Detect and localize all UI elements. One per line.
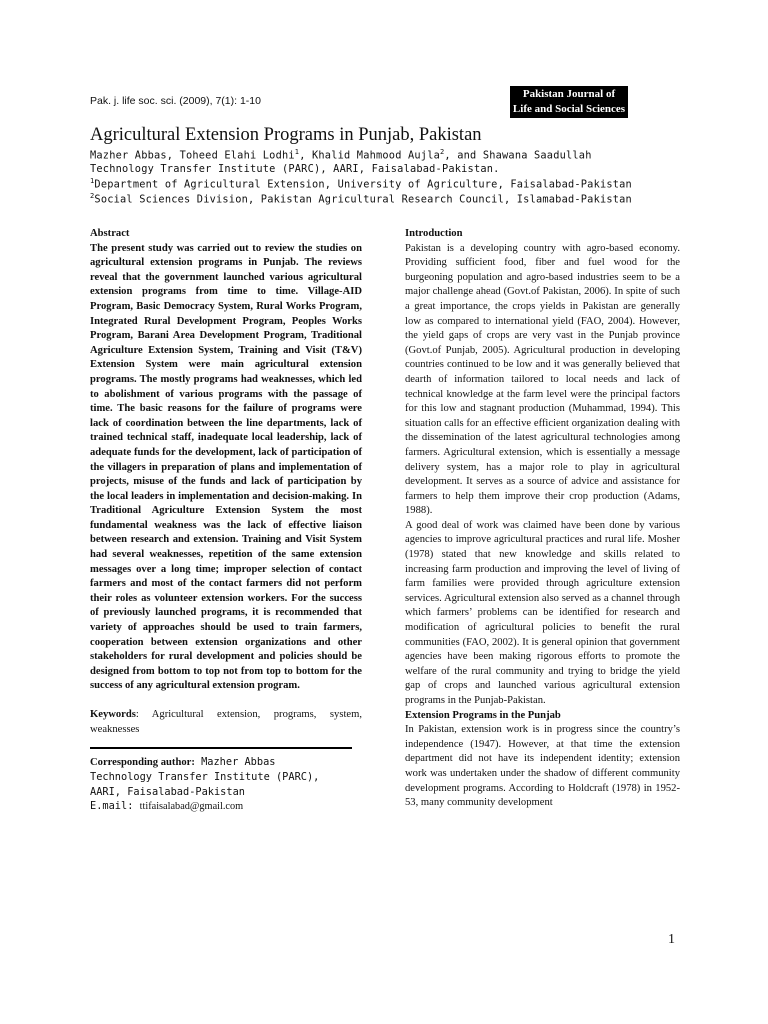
section-divider — [90, 747, 352, 749]
corresponding-author-label: Corresponding author: — [90, 757, 195, 769]
right-column — [405, 227, 680, 811]
affiliation-2 — [90, 192, 632, 205]
author-list — [90, 148, 592, 161]
abstract-heading: Abstract — [90, 228, 130, 239]
author-names-2: , Khalid Mahmood Aujla — [299, 149, 440, 162]
journal-citation: Pak. j. life soc. sci. (2009), 7(1): 1-10 — [90, 95, 261, 107]
author-names-1: Mazher Abbas, Toheed Elahi Lodhi — [90, 149, 295, 162]
keywords-text: : Agricultural extension, programs, system, weaknesses — [90, 709, 362, 735]
affiliation-mark-2: 2 — [90, 192, 95, 200]
abstract-text: The present study was carried out to review the studies on agricultural extension programs in Punjab. The reviews reveal that the government launched various agricultural extension programs from time to time. Village-AID Program, Basic Democracy System, Rural Works Program, Integrated Rural Development Program, Peoples Works Program, Barani Area Development Program, Traditional Agriculture Extension System, Training and Visit (T&V) Extension System were main agricultural extension programs. The mostly programs had weaknesses, which led to abolishment of various programs with the passage of time. The basic reasons for the failure of programs were lack of coordination between the line departments, lack of trained technical staff, inadequate local leadership, lack of adequate funds for the development, lack of participation of the villagers in preparation of plans and implementation of projects, misuse of the funds and lack of participation by the local leaders in implementation and decision-making. In Traditional Agriculture Extension System the most fundamental weakness was the lack of effective liaison between research and extension. Training and Visit System had several weaknesses, repetition of the same extension messages over a long time; improper selection of contact farmers and most of the contact farmers did not perform their roles as volunteer extension workers. For the success of previously launched programs, it is recommended that variety of approaches should be used to train farmers, cooperation between extension organizations and other stakeholders for rural development and policies should be designed from bottom to top not from top to bottom for the success of any agricultural extension program. — [90, 242, 362, 692]
affiliation-1 — [90, 177, 632, 190]
email-label: E.mail: — [90, 799, 140, 812]
corresponding-author-location: AARI, Faisalabad-Pakistan — [90, 785, 245, 798]
introduction-heading: Introduction — [405, 228, 463, 239]
left-column — [90, 227, 362, 814]
author-affil-mark-2: 2 — [440, 148, 445, 156]
affiliation-0: Technology Transfer Institute (PARC), AARI, Faisalabad-Pakistan. — [90, 163, 500, 175]
extension-programs-heading: Extension Programs in the Punjab — [405, 709, 561, 721]
affiliation-1-text: Department of Agricultural Extension, University of Agriculture, Faisalabad-Pakistan — [94, 178, 632, 191]
email-address[interactable]: ttifaisalabad@gmail.com — [139, 800, 244, 812]
author-names-3: , and Shawana Saadullah — [444, 149, 592, 162]
keywords — [90, 708, 362, 737]
corresponding-author-institute: Technology Transfer Institute (PARC), — [90, 771, 320, 784]
keywords-label: Keywords — [90, 709, 136, 720]
author-affil-mark-1: 1 — [294, 148, 300, 156]
paper-title: Agricultural Extension Programs in Punjab, Pakistan — [90, 125, 482, 145]
journal-name-line2: Life and Social Sciences — [512, 103, 626, 115]
corresponding-author-block — [90, 755, 362, 814]
introduction-paragraph-2: A good deal of work was claimed have been done by various agencies to improve agricultural practices and rural life. Mosher (1978) stated that new knowledge and skills related to increasing farm production and improving the level of living of farm families were provided through agriculture extension services. Agricultural extension also served as a channel through which farmers’ problems can be identified for research and modification of agricultural policies to benefit the rural communities (FAO, 2002). It is general opinion that government agencies have been making rigorous efforts to promote the welfare of the rural community and trying to bridge the yield gap of crops and launched various agricultural extension programs in the Punjab-Pakistan. — [405, 519, 680, 706]
affiliation-mark-1: 1 — [90, 177, 95, 185]
journal-name-badge — [510, 86, 628, 118]
journal-name-line1: Pakistan Journal of — [522, 88, 616, 100]
affiliation-2-text: Social Sciences Division, Pakistan Agricultural Research Council, Islamabad-Pakistan — [94, 193, 632, 206]
introduction-paragraph-1: Pakistan is a developing country with agro-based economy. Providing sufficient food, fiber and fuel wood for the burgeoning population and agro-based industries seem to be a major challenge ahead (Govt.of Pakistan, 2006). In spite of such a great importance, the crops yields in Pakistan are generally low as compared to international yield (FAO, 2004). However, the yield gaps of crops are very vast in the Punjab province (Govt.of Punjab, 2005). Agricultural production in developing countries continued to be low and it was generally believed that dearth of information tailored to local needs and lack of technical knowledge at the farm level were the principal factors for this low and stagnant production (Muhammad, 1994). This situation calls for an effective efficient organization dealing with the dissemination of the latest agricultural technologies among farmers. Agricultural extension, which is essentially a message delivery system, has a major role to play in agricultural development. It serves as a source of advice and assistance for farmers to help them improve their crop production (Adams, 1988). — [405, 242, 680, 517]
page-number: 1 — [668, 932, 675, 947]
corresponding-author-name: Mazher Abbas — [194, 756, 276, 769]
extension-paragraph-1: In Pakistan, extension work is in progress since the country’s independence (1947). However, at that time the extension department did not have its independent identity; extension work was undertaken under the shadow of different community development programs. According to Holdcraft (1978) in 1952-53, many community development — [405, 724, 680, 809]
